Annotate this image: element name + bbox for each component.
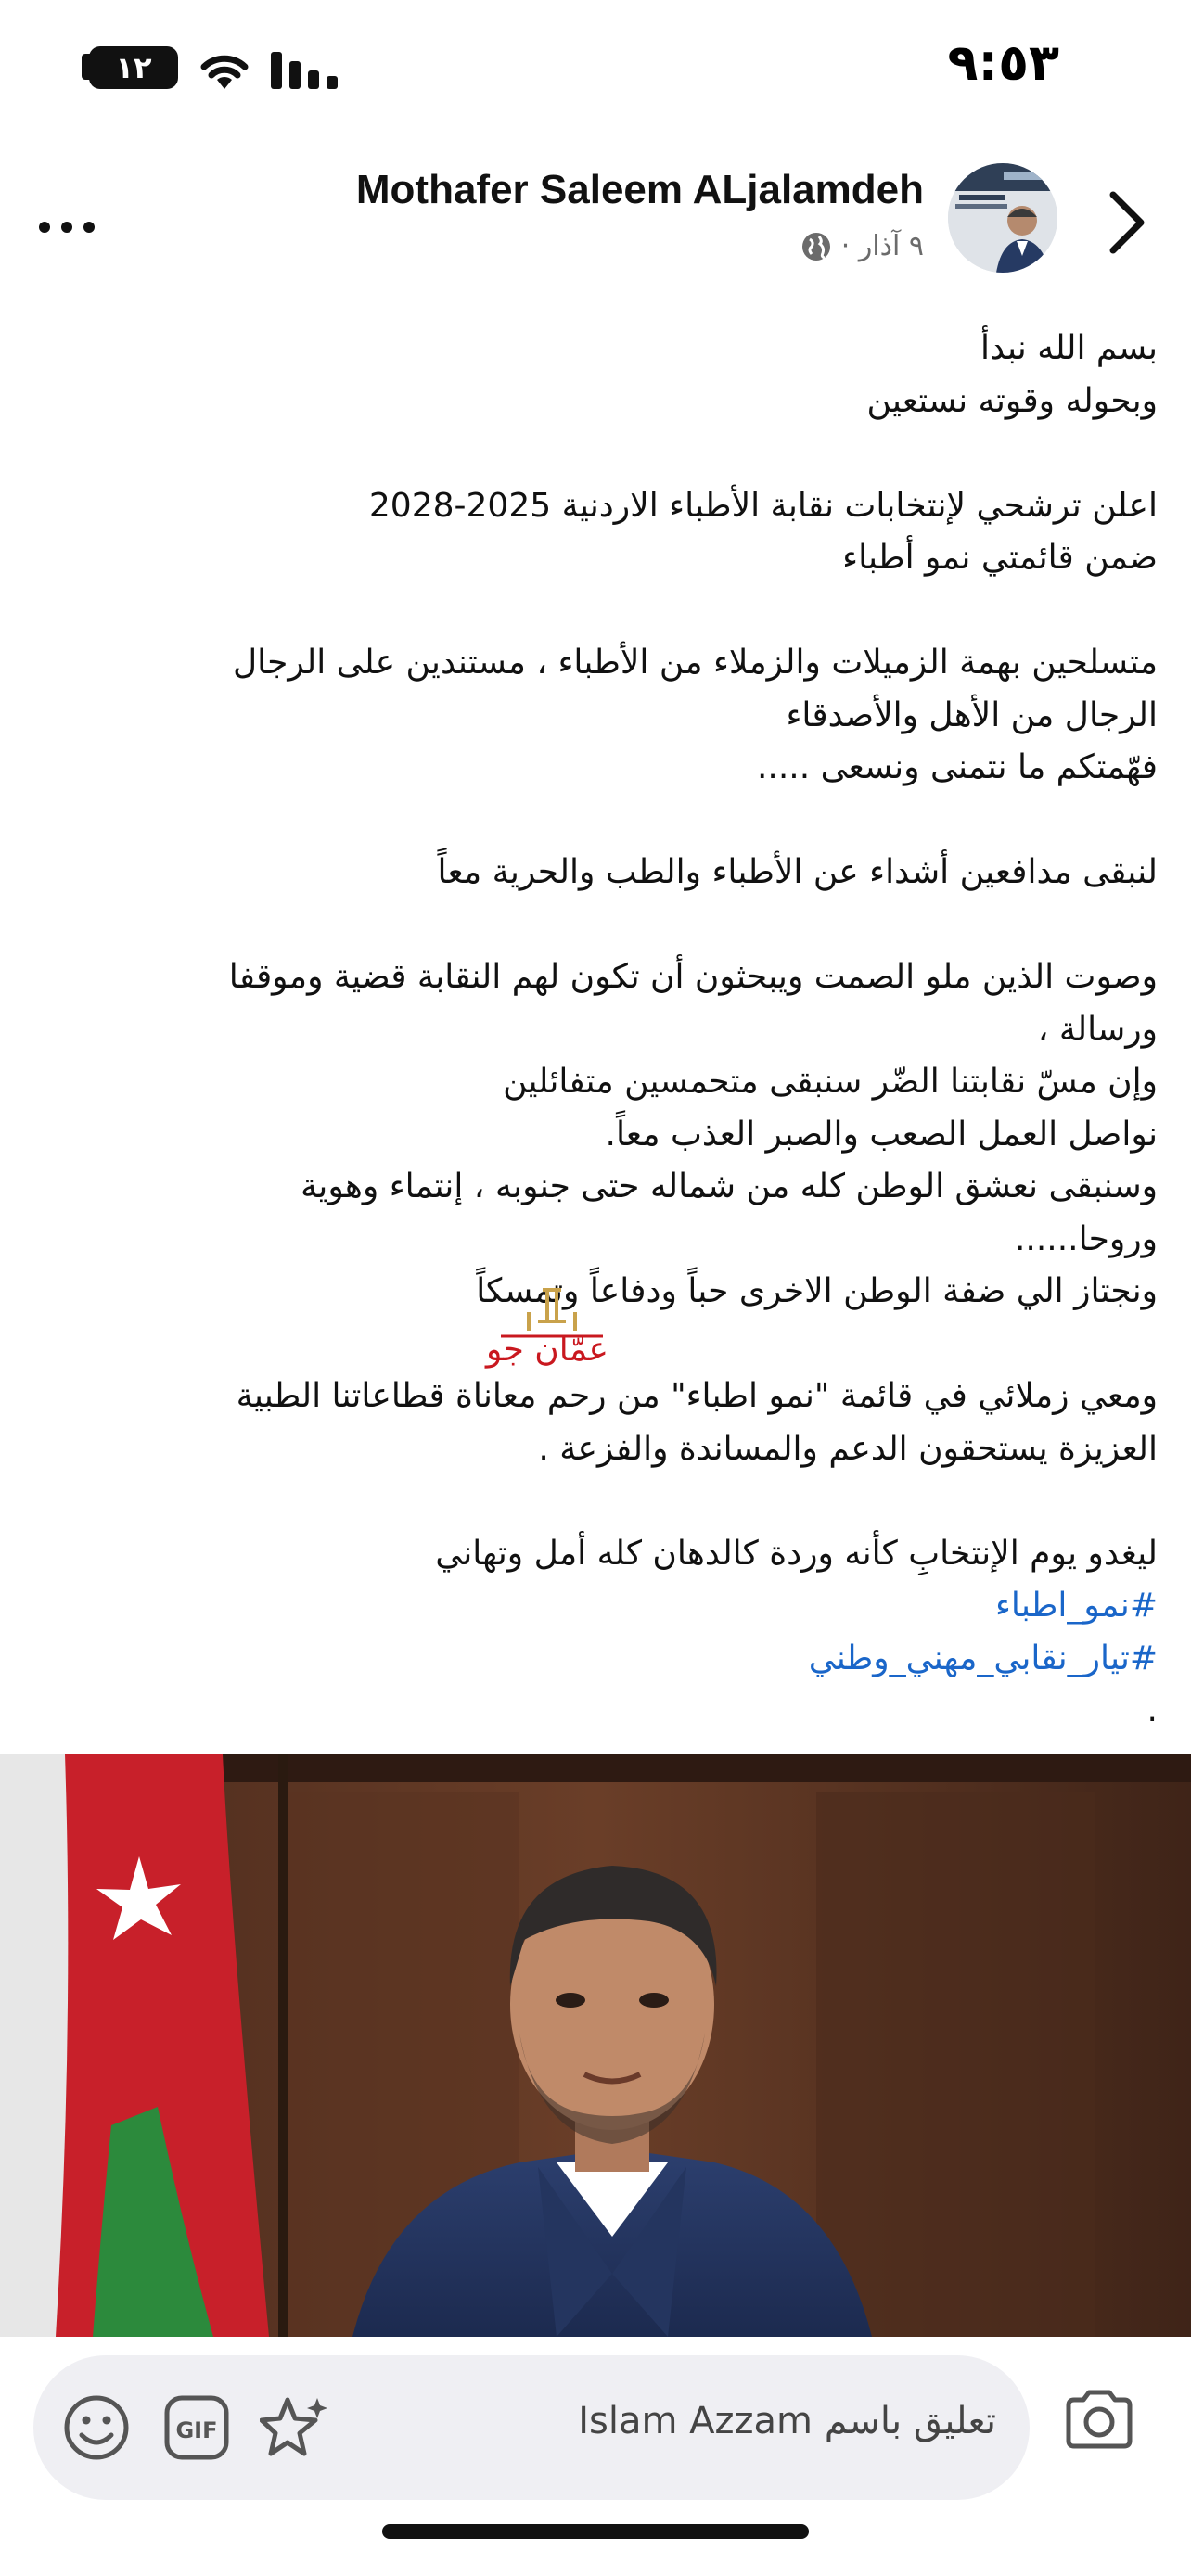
post-meta xyxy=(800,230,924,262)
post-line: ليغدو يوم الإنتخابِ كأنه وردة كالدهان كله أمل وتهاني xyxy=(435,1534,1158,1573)
post-date[interactable]: ٩ آذار · xyxy=(840,230,924,262)
comment-box[interactable] xyxy=(33,2355,1030,2500)
post-line: فهّمتكم ما نتمنى ونسعى ..... xyxy=(756,748,1158,786)
post-line: وبحوله وقوته نستعين xyxy=(866,381,1158,420)
post-line: ضمن قائمتي نمو أطباء xyxy=(842,539,1158,577)
post-line: اعلن ترشحي لإنتخابات نقابة الأطباء الاردنية 2025-2028 xyxy=(368,486,1158,525)
status-bar xyxy=(0,0,1191,139)
status-time: ٩:٥٣ xyxy=(947,33,1059,92)
signal-icon xyxy=(271,52,338,89)
blank-line xyxy=(56,1475,1158,1528)
post-line: لنبقى مدافعين أشداء عن الأطباء والطب والحرية معاً xyxy=(437,853,1158,891)
watermark-text: عمّان جو xyxy=(486,1331,608,1369)
post-line: نواصل العمل الصعب والصبر العذب معاً. xyxy=(605,1115,1158,1154)
gif-icon[interactable] xyxy=(161,2392,232,2463)
post-line: الرجال من الأهل والأصدقاء xyxy=(786,695,1158,734)
blank-line xyxy=(56,585,1158,638)
back-chevron-icon[interactable] xyxy=(1098,185,1154,260)
globe-icon xyxy=(800,231,832,262)
post-line: ورسالة ، xyxy=(1037,1010,1158,1049)
blank-line xyxy=(56,899,1158,952)
post-line: بسم الله نبدأ xyxy=(980,329,1158,367)
author-name[interactable]: Mothafer Saleem ALjalamdeh xyxy=(355,167,924,212)
post-line: متسلحين بهمة الزميلات والزملاء من الأطباء ، مستندين على الرجال xyxy=(233,644,1158,682)
blank-line xyxy=(56,427,1158,480)
more-options-button[interactable] xyxy=(37,213,96,241)
post-line: وإن مسّ نقابتنا الضّر سنبقى متحمسين متفائلين xyxy=(503,1063,1158,1101)
post-line: وروحا...... xyxy=(1014,1219,1158,1258)
post-line: وصوت الذين ملو الصمت ويبحثون أن تكون لهم النقابة قضية وموقفا xyxy=(228,958,1158,996)
hashtag-link[interactable]: #تيار_نقابي_مهني_وطني xyxy=(808,1639,1158,1677)
comment-input[interactable]: تعليق باسم Islam Azzam xyxy=(578,2400,996,2442)
post-line: وسنبقى نعشق الوطن كله من شماله حتى جنوبه ، إنتماء وهوية xyxy=(301,1167,1158,1205)
blank-line xyxy=(56,795,1158,848)
post-line: ونجتاز الي ضفة الوطن الاخرى حباً ودفاعاً وتمسكاً xyxy=(476,1272,1158,1310)
sticker-icon[interactable] xyxy=(260,2391,336,2465)
hashtag-link[interactable]: #نمو_اطباء xyxy=(994,1587,1158,1625)
wifi-icon xyxy=(197,48,252,91)
home-indicator[interactable] xyxy=(382,2524,809,2539)
post-photo[interactable] xyxy=(0,1754,1191,2337)
post-line: . xyxy=(1146,1691,1158,1729)
post-body xyxy=(56,323,1158,1738)
portrait-image xyxy=(0,1754,1191,2337)
author-avatar[interactable] xyxy=(948,163,1057,273)
emoji-icon[interactable] xyxy=(61,2392,132,2463)
battery-icon: ١٢ xyxy=(89,46,178,89)
post-header xyxy=(0,148,1191,287)
post-line: العزيزة يستحقون الدعم والمساندة والفزعة . xyxy=(538,1429,1158,1468)
camera-icon[interactable] xyxy=(1063,2389,1135,2450)
watermark xyxy=(464,1284,631,1368)
comment-bar xyxy=(0,2337,1191,2576)
svg-text:GIF: GIF xyxy=(175,2417,218,2443)
post-line: ومعي زملائي في قائمة "نمو اطباء" من رحم معاناة قطاعاتنا الطبية xyxy=(236,1377,1158,1415)
